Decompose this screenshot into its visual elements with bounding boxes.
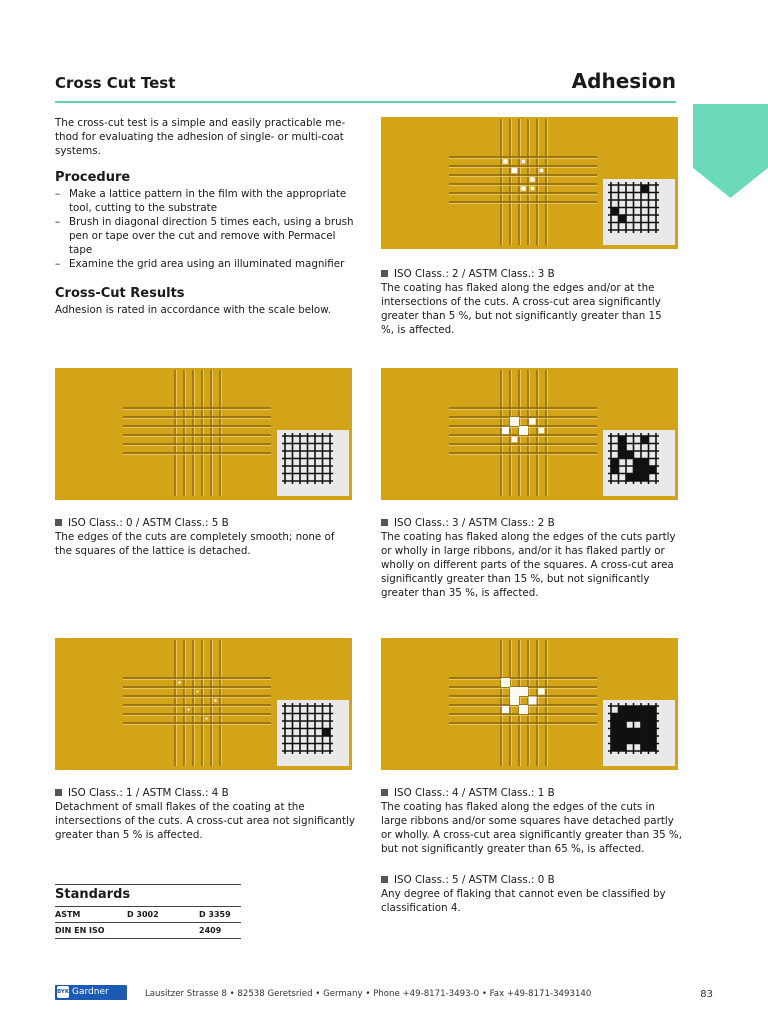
class-0-caption: ISO Class.: 0 / ASTM Class.: 5 B The edges of the cuts are completely smooth; none of the squares of the lattice is detached. bbox=[55, 517, 335, 557]
footer-address: Lausitzer Strasse 8 • 82538 Geretsried • Germany • Phone +49-8171-3493-0 • Fax +49-8171-3493140 bbox=[145, 989, 592, 999]
page-title: Cross Cut Test bbox=[55, 74, 176, 92]
table-row bbox=[55, 923, 241, 939]
section-title: Adhesion bbox=[571, 69, 676, 93]
procedure-step: – Examine the grid area using an illuminated magnifier bbox=[55, 257, 365, 271]
table-cell: ASTM bbox=[55, 907, 127, 923]
procedure-step: – Make a lattice pattern in the film with the appropriate tool, cutting to the substrate bbox=[55, 187, 365, 215]
table-row bbox=[55, 907, 241, 923]
table-cell bbox=[127, 923, 199, 939]
sample-photo-class-2 bbox=[381, 117, 678, 249]
bullet-square-icon bbox=[55, 789, 62, 796]
sample-photo-class-3 bbox=[381, 368, 678, 500]
section-tab-marker bbox=[693, 104, 768, 198]
sample-photo-class-4 bbox=[381, 638, 678, 770]
table-cell: D 3002 bbox=[127, 907, 199, 923]
sample-photo-class-1 bbox=[55, 638, 352, 770]
table-cell: 2409 bbox=[199, 923, 241, 939]
intro-paragraph: The cross-cut test is a simple and easily practicable me- thod for evaluating the adhesion of single- or multi-coat systems. bbox=[55, 117, 346, 157]
class-1-caption: ISO Class.: 1 / ASTM Class.: 4 B Detachment of small flakes of the coating at the intersections of the cuts. A cross-cut area not significantly greater than 5 % is affected. bbox=[55, 787, 355, 841]
class-2-caption: ISO Class.: 2 / ASTM Class.: 3 B The coating has flaked along the edges and/or at the intersections of the cuts. A cross-cut area significantly greater than 5 %, but not significantly greater than 15 %, is affected. bbox=[381, 268, 662, 336]
bullet-square-icon bbox=[55, 519, 62, 526]
header-rule bbox=[55, 101, 676, 103]
table-cell: DIN EN ISO bbox=[55, 923, 127, 939]
procedure-step: – Brush in diagonal direction 5 times each, using a brush pen or tape over the cut and remove with Permacel tape bbox=[55, 215, 365, 257]
byk-logo-badge: BYK bbox=[57, 986, 69, 998]
class-5-caption: ISO Class.: 5 / ASTM Class.: 0 B Any degree of flaking that cannot even be classified by classification 4. bbox=[381, 874, 666, 914]
bullet-square-icon bbox=[381, 270, 388, 277]
bullet-square-icon bbox=[381, 789, 388, 796]
sample-photo-class-0 bbox=[55, 368, 352, 500]
results-text: Adhesion is rated in accordance with the scale below. bbox=[55, 304, 331, 316]
class-3-caption: ISO Class.: 3 / ASTM Class.: 2 B The coating has flaked along the edges of the cuts partly or wholly in large ribbons, and/or it has flaked partly or wholly on different parts of the squares. A cross-cut area significantly greater than 15 %, but not significantly greater than 35 %, is affected. bbox=[381, 517, 676, 599]
procedure-heading: Procedure bbox=[55, 170, 131, 185]
standards-table bbox=[55, 906, 241, 939]
results-heading: Cross-Cut Results bbox=[55, 286, 185, 301]
standards-top-rule bbox=[55, 884, 241, 885]
logo-text: Gardner bbox=[72, 987, 109, 997]
bullet-square-icon bbox=[381, 519, 388, 526]
procedure-list bbox=[55, 187, 365, 271]
standards-heading: Standards bbox=[55, 887, 131, 902]
byk-gardner-logo bbox=[55, 985, 127, 1000]
bullet-square-icon bbox=[381, 876, 388, 883]
class-4-caption: ISO Class.: 4 / ASTM Class.: 1 B The coating has flaked along the edges of the cuts in large ribbons and/or some squares have detached partly or wholly. A cross-cut area significantly greater than 35 %, but not significantly greater than 65 %, is affected. bbox=[381, 787, 682, 855]
page-number: 83 bbox=[700, 989, 713, 1000]
table-cell: D 3359 bbox=[199, 907, 241, 923]
